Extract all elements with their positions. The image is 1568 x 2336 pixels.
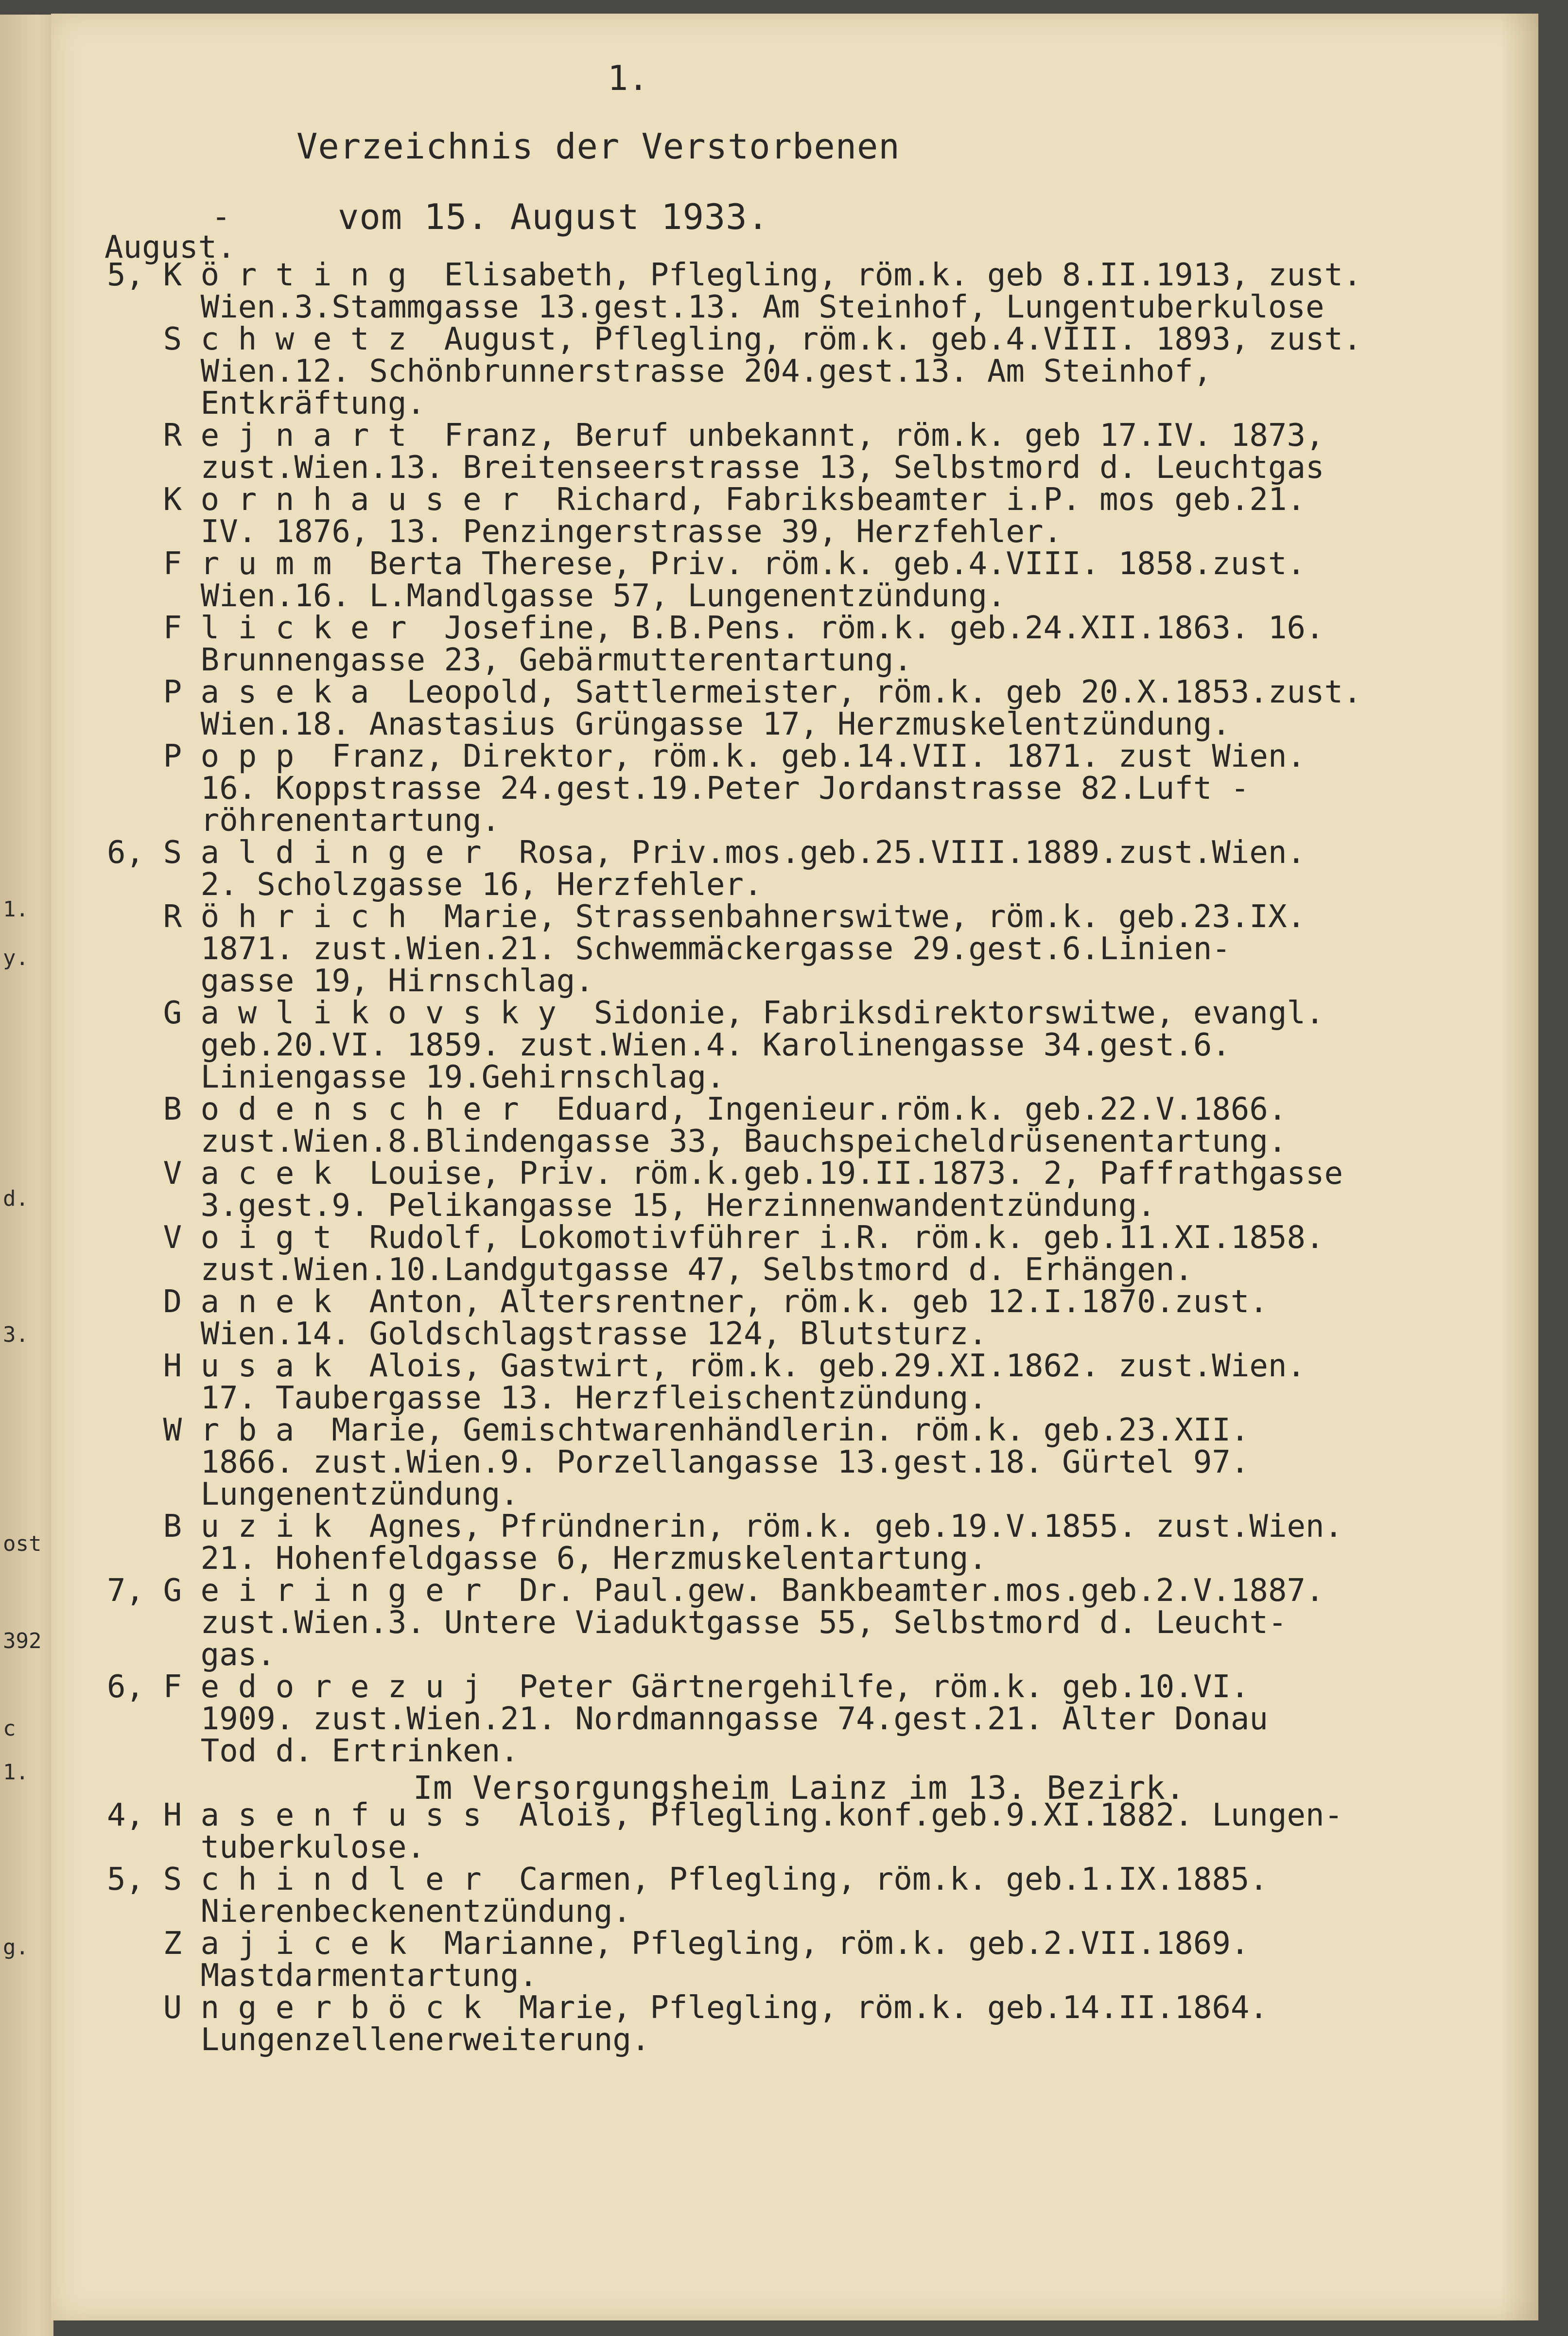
entry-line: U n g e r b ö c k Marie, Pflegling, röm.k. geb.14.II.1864.	[107, 1990, 1268, 2026]
entry-line: Wien.12. Schönbrunnerstrasse 204.gest.13. Am Steinhof,	[107, 353, 1212, 389]
entry-line: gas.	[107, 1637, 276, 1673]
entry-line: tuberkulose.	[107, 1829, 426, 1865]
month-label: August.	[105, 229, 236, 265]
entry-line: zust.Wien.8.Blindengasse 33, Bauchspeicheldrüsenentartung.	[107, 1124, 1287, 1159]
margin-fragment: 1.	[3, 897, 29, 922]
entry-line: G a w l i k o v s k y Sidonie, Fabriksdirektorswitwe, evangl.	[107, 995, 1324, 1031]
previous-page-strip	[0, 15, 53, 2336]
entry-line: 2. Scholzgasse 16, Herzfehler.	[107, 867, 763, 903]
entry-line: F l i c k e r Josefine, B.B.Pens. röm.k. geb.24.XII.1863. 16.	[107, 610, 1324, 646]
entry-line: Wien.3.Stammgasse 13.gest.13. Am Steinhof, Lungentuberkulose	[107, 289, 1324, 325]
margin-fragment: y.	[3, 946, 29, 970]
entry-line: Liniengasse 19.Gehirnschlag.	[107, 1059, 725, 1095]
entry-line: 4, H a s e n f u s s Alois, Pflegling.konf.geb.9.XI.1882. Lungen-	[107, 1797, 1343, 1833]
entry-line: 17. Taubergasse 13. Herzfleischentzündung.	[107, 1380, 987, 1416]
entry-line: 3.gest.9. Pelikangasse 15, Herzinnenwandentzündung.	[107, 1188, 1156, 1224]
entry-line: 7, G e i r i n g e r Dr. Paul.gew. Bankbeamter.mos.geb.2.V.1887.	[107, 1573, 1324, 1609]
entry-line: Entkräftung.	[107, 386, 426, 422]
entry-line: V o i g t Rudolf, Lokomotivführer i.R. röm.k. geb.11.XI.1858.	[107, 1220, 1324, 1256]
typed-text-block	[51, 14, 1538, 2320]
margin-fragment: c	[3, 1716, 16, 1741]
entry-line: P o p p Franz, Direktor, röm.k. geb.14.VII. 1871. zust Wien.	[107, 738, 1306, 774]
entry-line: Brunnengasse 23, Gebärmutterentartung.	[107, 642, 912, 678]
entry-line: S c h w e t z August, Pflegling, röm.k. geb.4.VIII. 1893, zust.	[107, 321, 1362, 357]
entry-line: 1866. zust.Wien.9. Porzellangasse 13.gest.18. Gürtel 97.	[107, 1444, 1250, 1480]
margin-fragment: 392	[3, 1629, 42, 1653]
entry-line: Wien.14. Goldschlagstrasse 124, Blutsturz.	[107, 1316, 987, 1352]
entry-line: R ö h r i c h Marie, Strassenbahnerswitwe, röm.k. geb.23.IX.	[107, 899, 1306, 935]
entry-line: Z a j i c e k Marianne, Pflegling, röm.k. geb.2.VII.1869.	[107, 1926, 1250, 1962]
entry-line: 21. Hohenfeldgasse 6, Herzmuskelentartung.	[107, 1541, 987, 1577]
page-number: 1.	[608, 58, 649, 98]
entry-line: 1909. zust.Wien.21. Nordmanngasse 74.gest.21. Alter Donau	[107, 1701, 1268, 1737]
document-subtitle: vom 15. August 1933.	[338, 196, 769, 237]
entry-line: D a n e k Anton, Altersrentner, röm.k. geb 12.I.1870.zust.	[107, 1284, 1268, 1320]
margin-fragment: ost	[3, 1531, 42, 1556]
entry-line: Nierenbeckenentzündung.	[107, 1894, 631, 1930]
entry-line: 5, S c h i n d l e r Carmen, Pflegling, röm.k. geb.1.IX.1885.	[107, 1862, 1268, 1897]
margin-fragment: d.	[3, 1186, 29, 1211]
entry-line: IV. 1876, 13. Penzingerstrasse 39, Herzfehler.	[107, 514, 1063, 550]
entry-line: Lungenentzündung.	[107, 1476, 519, 1512]
entry-line: B o d e n s c h e r Eduard, Ingenieur.röm.k. geb.22.V.1866.	[107, 1091, 1287, 1127]
section-heading: Im Versorgungsheim Lainz im 13. Bezirk.	[413, 1769, 1185, 1807]
entry-line: zust.Wien.10.Landgutgasse 47, Selbstmord d. Erhängen.	[107, 1252, 1193, 1288]
entry-line: 5, K ö r t i n g Elisabeth, Pflegling, röm.k. geb 8.II.1913, zust.	[107, 257, 1362, 293]
entry-line: Wien.18. Anastasius Grüngasse 17, Herzmuskelentzündung.	[107, 706, 1231, 742]
entry-line: gasse 19, Hirnschlag.	[107, 963, 594, 999]
entry-line: zust.Wien.13. Breitenseerstrasse 13, Selbstmord d. Leuchtgas	[107, 450, 1324, 486]
subtitle-dash: -	[211, 198, 231, 235]
margin-fragment: g.	[3, 1935, 29, 1960]
entry-line: Lungenzellenerweiterung.	[107, 2022, 650, 2058]
entry-line: W r b a Marie, Gemischtwarenhändlerin. röm.k. geb.23.XII.	[107, 1412, 1250, 1448]
document-page	[51, 14, 1538, 2320]
entry-line: H u s a k Alois, Gastwirt, röm.k. geb.29.XI.1862. zust.Wien.	[107, 1348, 1306, 1384]
entry-line: K o r n h a u s e r Richard, Fabriksbeamter i.P. mos geb.21.	[107, 482, 1306, 518]
margin-fragment: 3.	[3, 1322, 29, 1347]
entry-line: röhrenentartung.	[107, 803, 501, 839]
entry-line: Tod d. Ertrinken.	[107, 1733, 519, 1769]
entry-line: 1871. zust.Wien.21. Schwemmäckergasse 29.gest.6.Linien-	[107, 931, 1231, 967]
entry-line: P a s e k a Leopold, Sattlermeister, röm.k. geb 20.X.1853.zust.	[107, 674, 1362, 710]
entry-line: geb.20.VI. 1859. zust.Wien.4. Karolinengasse 34.gest.6.	[107, 1027, 1231, 1063]
entry-line: Mastdarmentartung.	[107, 1958, 538, 1994]
margin-fragment: 1.	[3, 1760, 29, 1785]
entry-line: zust.Wien.3. Untere Viaduktgasse 55, Selbstmord d. Leucht-	[107, 1605, 1287, 1641]
entry-line: 16. Koppstrasse 24.gest.19.Peter Jordanstrasse 82.Luft -	[107, 771, 1250, 807]
entry-line: B u z i k Agnes, Pfründnerin, röm.k. geb.19.V.1855. zust.Wien.	[107, 1509, 1343, 1545]
entry-line: 6, S a l d i n g e r Rosa, Priv.mos.geb.25.VIII.1889.zust.Wien.	[107, 835, 1306, 871]
entry-line: 6, F e d o r e z u j Peter Gärtnergehilfe, röm.k. geb.10.VI.	[107, 1669, 1250, 1705]
previous-page-margin-text	[0, 15, 53, 2336]
entry-line: R e j n a r t Franz, Beruf unbekannt, röm.k. geb 17.IV. 1873,	[107, 418, 1324, 454]
entry-line: Wien.16. L.Mandlgasse 57, Lungenentzündung.	[107, 578, 1006, 614]
document-title: Verzeichnis der Verstorbenen	[296, 126, 900, 167]
entry-line: V a c e k Louise, Priv. röm.k.geb.19.II.1873. 2, Paffrathgasse	[107, 1156, 1343, 1192]
entry-line: F r u m m Berta Therese, Priv. röm.k. geb.4.VIII. 1858.zust.	[107, 546, 1306, 582]
